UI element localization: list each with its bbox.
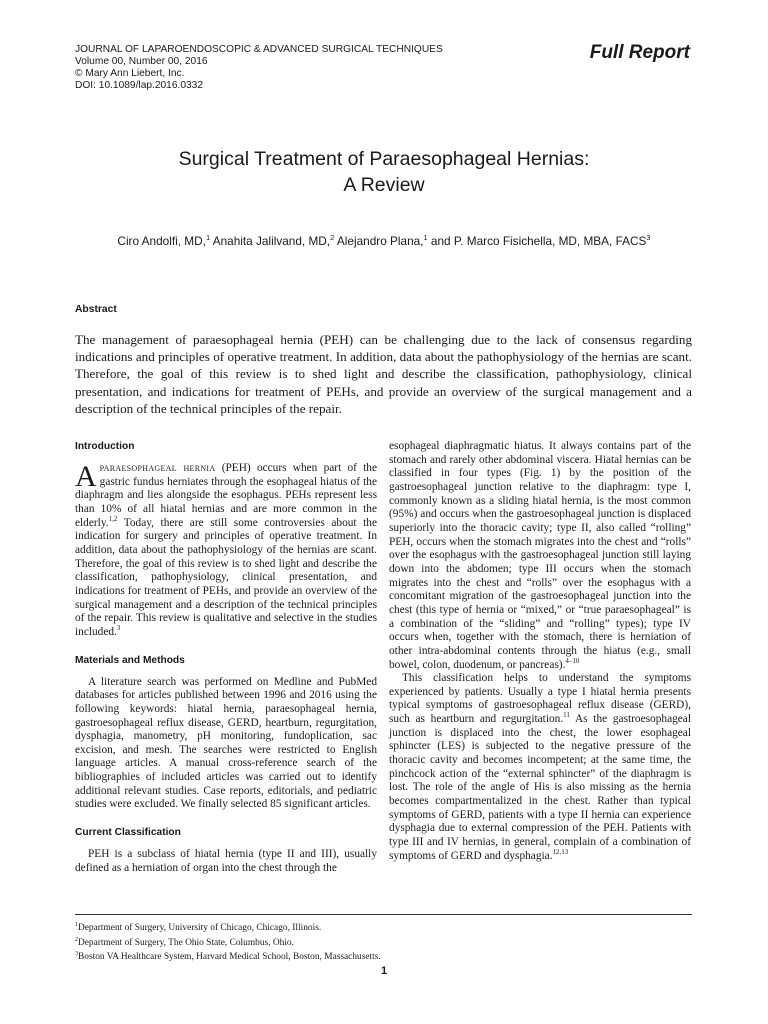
footnote-sup: 2 [75, 936, 78, 943]
title-line-2: A Review [343, 174, 425, 196]
footnote-sup: 1 [75, 922, 78, 928]
citation-ref: 12,13 [552, 847, 569, 856]
intro-text-a: (PEH) occurs when part of the gastric fundus herniates through the esophageal hiatus of the diaphragm and lies alongside the esophagus. PEHs represent less than 10% of all hiatal hernias and are more common in the elderly. [75, 462, 378, 529]
author-affiliation-sup: 2 [330, 233, 335, 242]
citation-ref: 3 [116, 624, 121, 633]
footnote-text: Department of Surgery, University of Chicago, Chicago, Illinois. [78, 923, 322, 934]
affiliation-footnotes [75, 920, 381, 964]
abstract-heading: Abstract [75, 304, 117, 315]
classification-paragraph-start: PEH is a subclass of hiatal hernia (type II and III), usually defined as a herniation of organ into the chest through the [75, 848, 377, 874]
footnote-item [75, 949, 381, 964]
journal-volume: Volume 00, Number 00, 2016 [75, 56, 208, 67]
left-column [75, 440, 377, 875]
author-affiliation-sup: 3 [646, 233, 651, 242]
report-type-label: Full Report [589, 42, 690, 63]
footnote-item [75, 920, 381, 935]
author-name: Anahita Jalilvand, MD, [210, 233, 331, 248]
classification-text-a: This classification helps to understand the symptoms experienced by patients. Usually a type I hiatal hernia presents typical symptoms of gastroesophageal reflux disease (GERD), such as heartburn and regurgitation. [389, 672, 691, 726]
copyright-line: © Mary Ann Liebert, Inc. [75, 68, 185, 79]
footnote-sup: 3 [75, 951, 78, 958]
title-line-1: Surgical Treatment of Paraesophageal Hernias: [178, 148, 590, 170]
intro-text-b: Today, there are still some controversies about the indication for surgery and principles of operative treatment. In addition, data about the pathophysiology of the hernias are scant. Therefore, the goal of this review is to shed light and describe the classification, pathophysiology, clinical presentation, and indications for treatment of PEHs, and provide an overview of the surgical management and a description of the technical principles of the repair. This review is qualitative and selective in the studies included. [75, 516, 377, 638]
footnote-divider [75, 914, 692, 915]
methods-paragraph: A literature search was performed on Medline and PubMed databases for articles published between 1996 and 2016 using the following keywords: hiatal hernia, paraesophageal hernia, gastroesophageal reflux disease, GERD, heartburn, regurgitation, dysphagia, manometry, pH monitoring, fundoplication, sac excision, and mesh. The searches were restricted to English language articles. A manual cross-reference search of the bibliographies of included articles was carried out to identify additional relevant studies. Case reports, editorials, and pediatric studies were excluded. We finally selected 85 significant articles. [75, 675, 377, 811]
citation-ref: 4–10 [565, 656, 580, 665]
article-title [75, 146, 693, 198]
section-heading-classification: Current Classification [75, 827, 181, 839]
journal-name: JOURNAL OF LAPAROENDOSCOPIC & ADVANCED SURGICAL TECHNIQUES [75, 44, 443, 55]
drop-cap: A [75, 460, 97, 493]
citation-ref: 11 [563, 711, 570, 720]
doi-line: DOI: 10.1089/lap.2016.0332 [75, 80, 204, 91]
intro-smallcaps: paraesophageal hernia [99, 462, 216, 474]
author-name: Alejandro Plana, [334, 233, 424, 248]
footnote-text: Boston VA Healthcare System, Harvard Medical School, Boston, Massachusetts. [78, 952, 381, 963]
intro-paragraph [75, 462, 377, 640]
abstract-text: The management of paraesophageal hernia (PEH) can be challenging due to the lack of consensus regarding indications and principles of operative treatment. In addition, data about the pathophysiology of the hernias are scant. Therefore, the goal of this review is to shed light and describe the classification, pathophysiology, clinical presentation, and indications for treatment of PEHs, and provide an overview of the surgical management and a description of the technical principles of the repair. [75, 332, 692, 416]
footnote-item [75, 935, 381, 950]
author-name: Ciro Andolfi, MD, [117, 233, 206, 248]
author-list [75, 233, 693, 248]
author-affiliation-sup: 1 [423, 233, 428, 242]
author-affiliation-sup: 1 [205, 233, 211, 242]
classification-paragraph-2 [389, 672, 691, 863]
section-heading-introduction: Introduction [75, 441, 135, 452]
section-heading-methods: Materials and Methods [75, 654, 185, 666]
classification-paragraph-continued: esophageal diaphragmatic hiatus. It always contains part of the stomach and rarely other abdominal viscera. Hiatal hernias can be classified in four types (Fig. 1) by the position of the gastroesophageal junction relative to the diaphragm: type I, commonly known as a sliding hiatal hernia, is the most common (95%) and occurs when the gastroesophageal junction is displaced superiorly into the thoracic cavity; type II, also called “rolling” PEH, occurs when the stomach migrates into the chest and “rolls” over the esophagus with the gastroesophageal junction still laying down into the abdomen; type III occurs when the stomach migrates into the chest and “rolls” over the esophagus with a concomitant migration of the gastroesophageal junction into the chest (this type of hernia or “mixed,” or “true paraesophageal” is a combination of the “sliding” and “rolling” types); type IV occurs when, together with the stomach, there is herniation of other intra-abdominal contents through the hiatus (e.g., small bowel, colon, duodenum, or pancreas).$^{4-10}$ [389, 440, 691, 671]
classification-text-b: As the gastroesophageal junction is displaced into the chest, the lower esophageal sphincter (LES) is subjected to the negative pressure of the thoracic cavity and becomes incompetent; at the same time, the pinchcock action of the “external sphincter” of the diaphragm is lost. The role of the angle of His is also missing as the hernia becomes compartmentalized in the chest. Rather than typical symptoms of GERD, patients with a type II hernia can experience dysphagia due to external compression of the PEH. Patients with type III and IV hernias, in general, complain of a combination of symptoms of GERD and dysphagia. [389, 713, 691, 862]
author-name: and P. Marco Fisichella, MD, MBA, FACS [427, 233, 647, 248]
journal-header [75, 44, 443, 92]
right-column [389, 440, 691, 863]
citation-ref: 1,2 [108, 514, 118, 523]
page-number: 1 [380, 965, 388, 977]
footnote-text: Department of Surgery, The Ohio State, Columbus, Ohio. [78, 937, 294, 948]
